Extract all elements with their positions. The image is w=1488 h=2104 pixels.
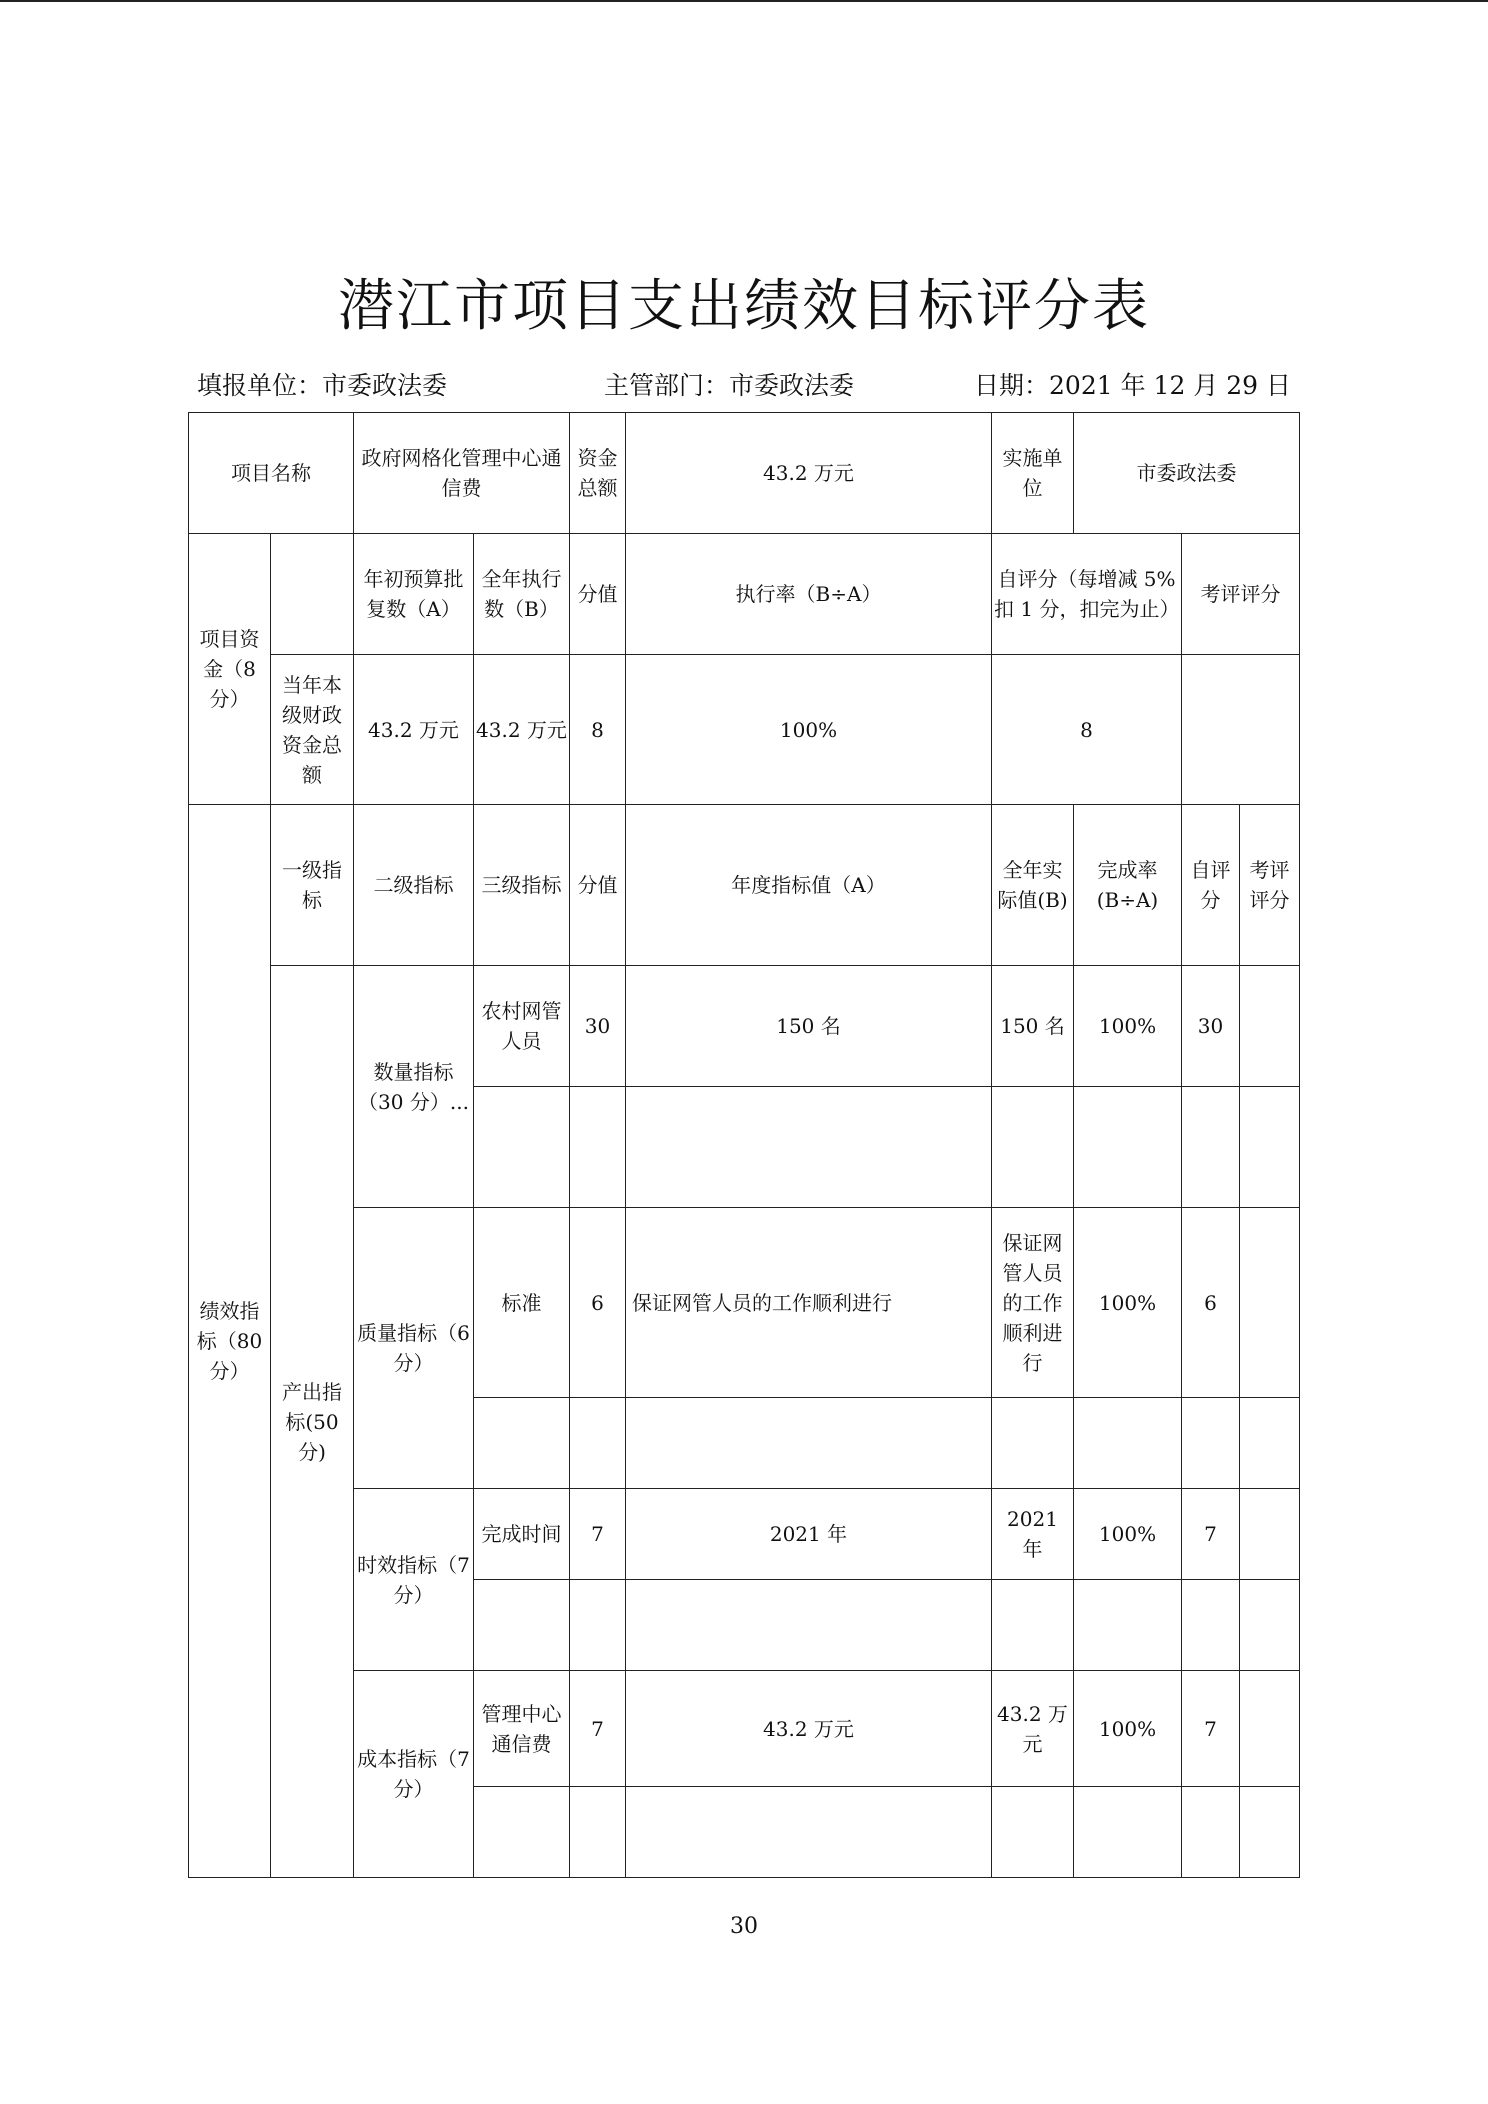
col-actual-exec: 全年执行数（B） (474, 534, 570, 655)
funds-review-value (1182, 655, 1300, 805)
level2-label: 时效指标（7 分） (354, 1489, 474, 1671)
target-cell: 保证网管人员的工作顺利进行 (626, 1208, 992, 1398)
impl-unit-value: 市委政法委 (1074, 413, 1300, 534)
funds-rate-value: 100% (626, 655, 992, 805)
level2-label: 质量指标（6 分） (354, 1208, 474, 1489)
review-cell (1240, 1208, 1300, 1398)
fund-total-value: 43.2 万元 (626, 413, 992, 534)
score-cell: 7 (570, 1489, 626, 1580)
self-score-cell: 7 (1182, 1489, 1240, 1580)
score-cell: 30 (570, 966, 626, 1087)
funds-score-value: 8 (570, 655, 626, 805)
col-score: 分值 (570, 534, 626, 655)
target-cell: 150 名 (626, 966, 992, 1087)
reporting-unit: 填报单位：市委政法委 (197, 371, 448, 400)
supervising-department: 主管部门：市委政法委 (604, 371, 855, 400)
actual-cell: 43.2 万元 (992, 1671, 1074, 1787)
actual-cell: 2021 年 (992, 1489, 1074, 1580)
table-row (189, 1671, 1300, 1787)
funds-section-label: 项目资金（8 分） (189, 534, 271, 805)
col-perf-review: 考评评分 (1240, 805, 1300, 966)
self-score-cell: 6 (1182, 1208, 1240, 1398)
funds-actual-value: 43.2 万元 (474, 655, 570, 805)
funds-empty-cell (271, 534, 354, 655)
col-target: 年度指标值（A） (626, 805, 992, 966)
rate-cell: 100% (1074, 1208, 1182, 1398)
actual-cell: 150 名 (992, 966, 1074, 1087)
col-self-score: 自评分（每增减 5%扣 1 分，扣完为止） (992, 534, 1182, 655)
page-title: 潜江市项目支出绩效目标评分表 (338, 274, 1150, 339)
self-score-cell: 7 (1182, 1671, 1240, 1787)
col-completion-rate: 完成率(B÷A) (1074, 805, 1182, 966)
perf-header-row (189, 805, 1300, 966)
project-name-value: 政府网格化管理中心通信费 (354, 413, 570, 534)
score-cell: 7 (570, 1671, 626, 1787)
funds-value-row (189, 655, 1300, 805)
col-perf-self: 自评分 (1182, 805, 1240, 966)
rate-cell: 100% (1074, 1489, 1182, 1580)
actual-cell: 保证网管人员的工作顺利进行 (992, 1208, 1074, 1398)
level3-label: 标准 (474, 1208, 570, 1398)
funds-budget-value: 43.2 万元 (354, 655, 474, 805)
self-score-cell: 30 (1182, 966, 1240, 1087)
review-cell (1240, 1489, 1300, 1580)
target-cell: 43.2 万元 (626, 1671, 992, 1787)
review-cell (1240, 1671, 1300, 1787)
col-exec-rate: 执行率（B÷A） (626, 534, 992, 655)
fund-total-label: 资金总额 (570, 413, 626, 534)
project-info-row (189, 413, 1300, 534)
level3-label: 完成时间 (474, 1489, 570, 1580)
level1-output-label: 产出指标(50 分) (271, 966, 354, 1878)
table-row (189, 1489, 1300, 1580)
level2-label: 成本指标（7 分） (354, 1671, 474, 1878)
top-border-line (0, 0, 1488, 2)
funds-self-value: 8 (992, 655, 1182, 805)
impl-unit-label: 实施单位 (992, 413, 1074, 534)
review-cell (1240, 966, 1300, 1087)
col-review-score: 考评评分 (1182, 534, 1300, 655)
funds-header-row (189, 534, 1300, 655)
level3-label: 农村网管人员 (474, 966, 570, 1087)
table-row (189, 966, 1300, 1087)
col-perf-actual: 全年实际值(B) (992, 805, 1074, 966)
perf-section-label: 绩效指标（80 分） (189, 805, 271, 1878)
page-number: 30 (730, 1914, 758, 1939)
score-cell: 6 (570, 1208, 626, 1398)
col-level3: 三级指标 (474, 805, 570, 966)
rate-cell: 100% (1074, 1671, 1182, 1787)
col-level2: 二级指标 (354, 805, 474, 966)
project-name-label: 项目名称 (189, 413, 354, 534)
report-date: 日期：2021 年 12 月 29 日 (974, 371, 1291, 400)
col-perf-score: 分值 (570, 805, 626, 966)
rate-cell: 100% (1074, 966, 1182, 1087)
col-level1: 一级指标 (271, 805, 354, 966)
target-cell: 2021 年 (626, 1489, 992, 1580)
table-row (189, 1208, 1300, 1398)
level3-label: 管理中心通信费 (474, 1671, 570, 1787)
level2-label: 数量指标（30 分）... (354, 966, 474, 1208)
col-budget: 年初预算批复数（A） (354, 534, 474, 655)
funds-row-label: 当年本级财政资金总额 (271, 655, 354, 805)
score-table (188, 412, 1300, 1878)
